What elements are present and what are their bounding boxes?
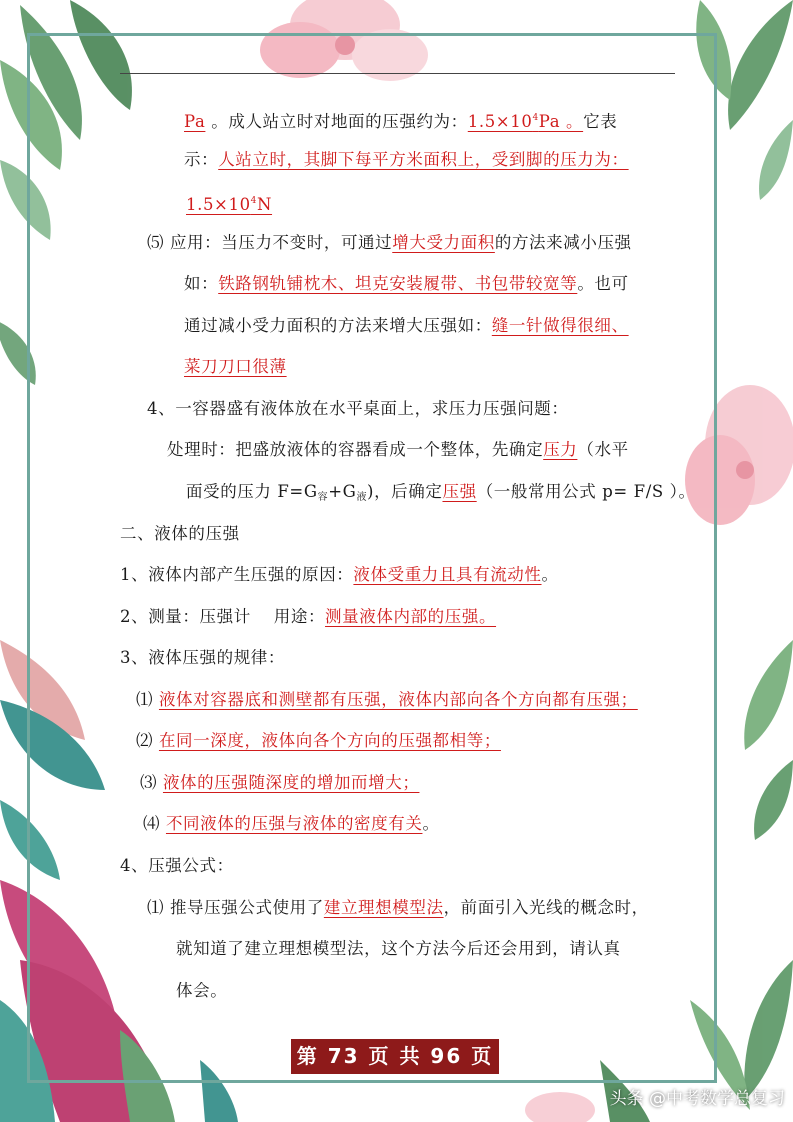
answer-model-method: 建立理想模型法 [323,898,444,917]
leaf-right-middle [744,640,793,840]
answer-pressure-value: $1.5\times 10^4Pa$ 。 [467,112,584,131]
answer-force: 压力 [543,440,578,459]
answer-knife: 菜刀刀口很薄 [184,357,287,376]
line-12: 1、液体内部产生压强的原因：液体受重力且具有流动性。 [120,565,559,584]
rule-2: ⑵ 在同一深度，液体向各个方向的压强都相等； [136,731,501,750]
answer-force-value: $1.5\times 10^4N$ [186,195,273,214]
page-number: 第 73 页 共 96 页 [291,1039,499,1074]
answer-increase-area: 增大受力面积 [392,233,495,252]
answer-rule-1: 液体对容器底和测壁都有压强，液体内部向各个方向都有压强； [158,690,638,709]
line-21: 就知道了建立理想模型法，这个方法今后还会用到，请认真 [176,939,621,958]
answer-usage: 测量液体内部的压强。 [325,607,497,626]
line-20: ⑴ 推导压强公式使用了建立理想模型法，前面引入光线的概念时， [147,898,649,917]
line-10: 面受的压力 $F=G_容+G_液$)，后确定压强（一般常用公式 p= F/S ）。 [186,482,696,503]
line-2: 示：人站立时，其脚下每平方米面积上，受到脚的压力为： [184,150,629,169]
page-frame [27,33,717,1083]
line-19: 4、压强公式： [120,856,234,875]
line-22: 体会。 [176,981,228,1000]
answer-rule-3: 液体的压强随深度的增加而增大； [162,773,420,792]
line-13: 2、测量：压强计 用途：测量液体内部的压强。 [120,607,497,626]
line-5: 如：铁路钢轨铺枕木、坦克安装履带、书包带较宽等。也可 [184,274,629,293]
answer-cause: 液体受重力且具有流动性 [353,565,542,584]
rule-3: ⑶ 液体的压强随深度的增加而增大； [140,773,420,792]
line-14: 3、液体压强的规律： [120,648,285,667]
answer-pa: Pa [184,112,206,131]
answer-rule-4: 不同液体的压强与液体的密度有关 [165,814,423,833]
line-4: ⑸ 应用：当压力不变时，可通过增大受力面积的方法来减小压强 [147,233,632,252]
answer-examples-increase: 缝一针做得很细、 [491,316,629,335]
section-heading-liquid-pressure: 二、液体的压强 [120,524,240,543]
rule-4: ⑷ 不同液体的压强与液体的密度有关。 [143,814,440,833]
line-8: 4、一容器盛有液体放在水平桌面上，求压力压强问题： [147,399,569,418]
line-9: 处理时：把盛放液体的容器看成一个整体，先确定压力（水平 [167,440,629,459]
answer-pressure: 压强 [442,482,477,501]
header-rule [120,73,675,74]
line-3 [186,189,272,217]
answer-rule-2: 在同一深度，液体向各个方向的压强都相等； [158,731,501,750]
line-6: 通过减小受力面积的方法来增大压强如：缝一针做得很细、 [184,316,629,335]
answer-examples-reduce: 铁路钢轨铺枕木、坦克安装履带、书包带较宽等 [218,274,578,293]
rule-1: ⑴ 液体对容器底和测壁都有压强，液体内部向各个方向都有压强； [136,690,638,709]
line-1: Pa 。成人站立时对地面的压强约为：$1.5\times 10^4Pa$ 。它表 [184,112,618,131]
line-7 [184,355,287,379]
watermark: 头条 @中考数学总复习 [609,1089,785,1109]
answer-meaning: 人站立时，其脚下每平方米面积上，受到脚的压力为： [218,150,629,169]
